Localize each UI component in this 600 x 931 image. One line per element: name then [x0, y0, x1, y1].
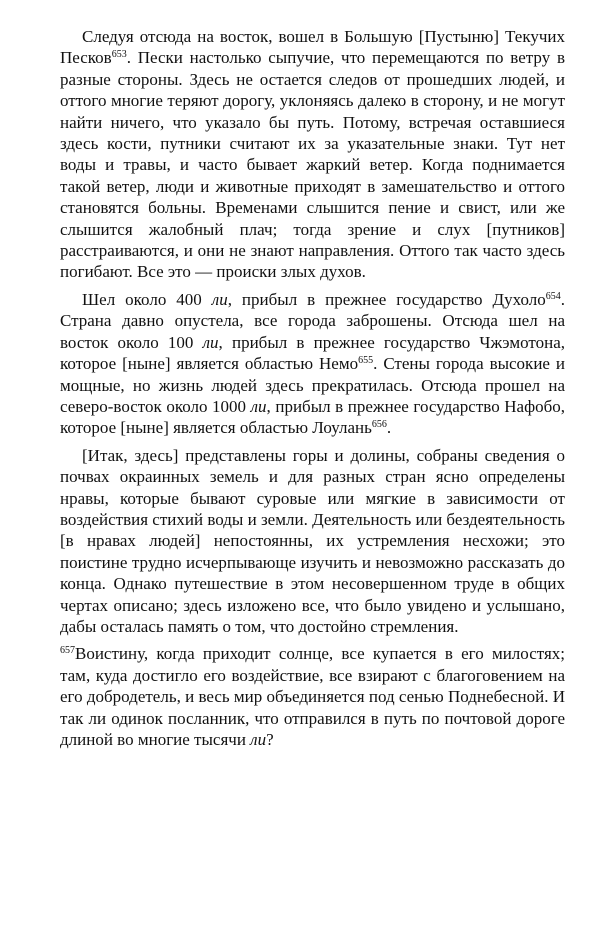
- text-run: [Итак, здесь] представлены горы и долины, собраны сведения о почвах окраинных земель и для разных стран ясно определены нравы, которые бывают суровые или мягкие в зависимости от воздействия стихий воды и земли. Деятельность или бездеятельность [в нравах людей] непостоянны, их устремления несхожи; это поистине трудно исчерпывающе изучить и невозможно рассказать до конца. Однако путешествие в этом несовершенном труде в общих чертах описано; здесь изложено все, что было увидено и услышано, дабы осталась память о том, что достойно стремления.: [60, 445, 565, 636]
- text-run: . Стены города высокие и мощные, но жизнь людей здесь прекратилась. Отсюда прошел на северо-восток около 1000: [60, 354, 565, 416]
- text-run: , прибыл в прежнее государство Духоло: [227, 289, 546, 309]
- paragraph-4: [60, 643, 565, 750]
- text-run: , прибыл в прежнее государство Нафобо, которое [ныне] является областью Лоулань: [60, 396, 565, 438]
- paragraph-1: [60, 26, 565, 283]
- footnote-ref-657[interactable]: 657: [60, 645, 75, 657]
- italic-term-li: ли: [202, 332, 219, 352]
- paragraph-3: [60, 445, 565, 638]
- italic-term-li: ли: [250, 396, 267, 416]
- italic-term-li: ли: [250, 730, 267, 749]
- text-run: . Страна давно опустела, все города заброшены. Отсюда шел на восток около 100: [60, 289, 565, 352]
- footnote-ref-656[interactable]: 656: [371, 419, 387, 431]
- italic-term-li: ли: [211, 289, 228, 309]
- footnote-ref-655[interactable]: 655: [358, 355, 374, 367]
- paragraph-2: [60, 289, 565, 439]
- text-run: .: [386, 418, 392, 438]
- text-run: . Пески настолько сыпучие, что перемещаются по ветру в разные стороны. Здесь не остается следов от прошедших людей, и оттого многие теряют дорогу, уклоняясь далеко в сторону, и не могут найти ничего, что указало бы путь. Потому, встречая оставшиеся здесь кости, путники считают их за указательные знаки. Тут нет воды и травы, и часто бывает жаркий ветер. Когда поднимается такой ветер, люди и животные приходят в замешательство и оттого становятся больны. Временами слышится пение и свист, или же слышится жалобный плач; тогда зрение и слух [путников] расстраиваются, и они не знают направления. Оттого так часто здесь погибают. Все это — происки злых духов.: [60, 48, 565, 282]
- footnote-ref-653[interactable]: 653: [111, 49, 127, 61]
- text-run: Следуя отсюда на восток, вошел в Большую [Пустыню] Текучих Песков: [60, 27, 565, 68]
- text-run: ?: [266, 730, 274, 749]
- page-body: [60, 26, 565, 756]
- footnote-ref-654[interactable]: 654: [545, 290, 561, 302]
- text-run: Шел около 400: [82, 289, 212, 309]
- text-run: , прибыл в прежнее государство Чжэмотона, которое [ныне] является областью Немо: [60, 332, 566, 374]
- text-run: Воистину, когда приходит солнце, все купается в его милостях; там, куда достигло его воздействие, все взирают с благоговением на его добродетель, и весь мир объединяется под сенью Поднебесной. И так ли одинок посланник, что отправился в путь по почтовой дороге длиной во многие тысячи: [60, 644, 565, 749]
